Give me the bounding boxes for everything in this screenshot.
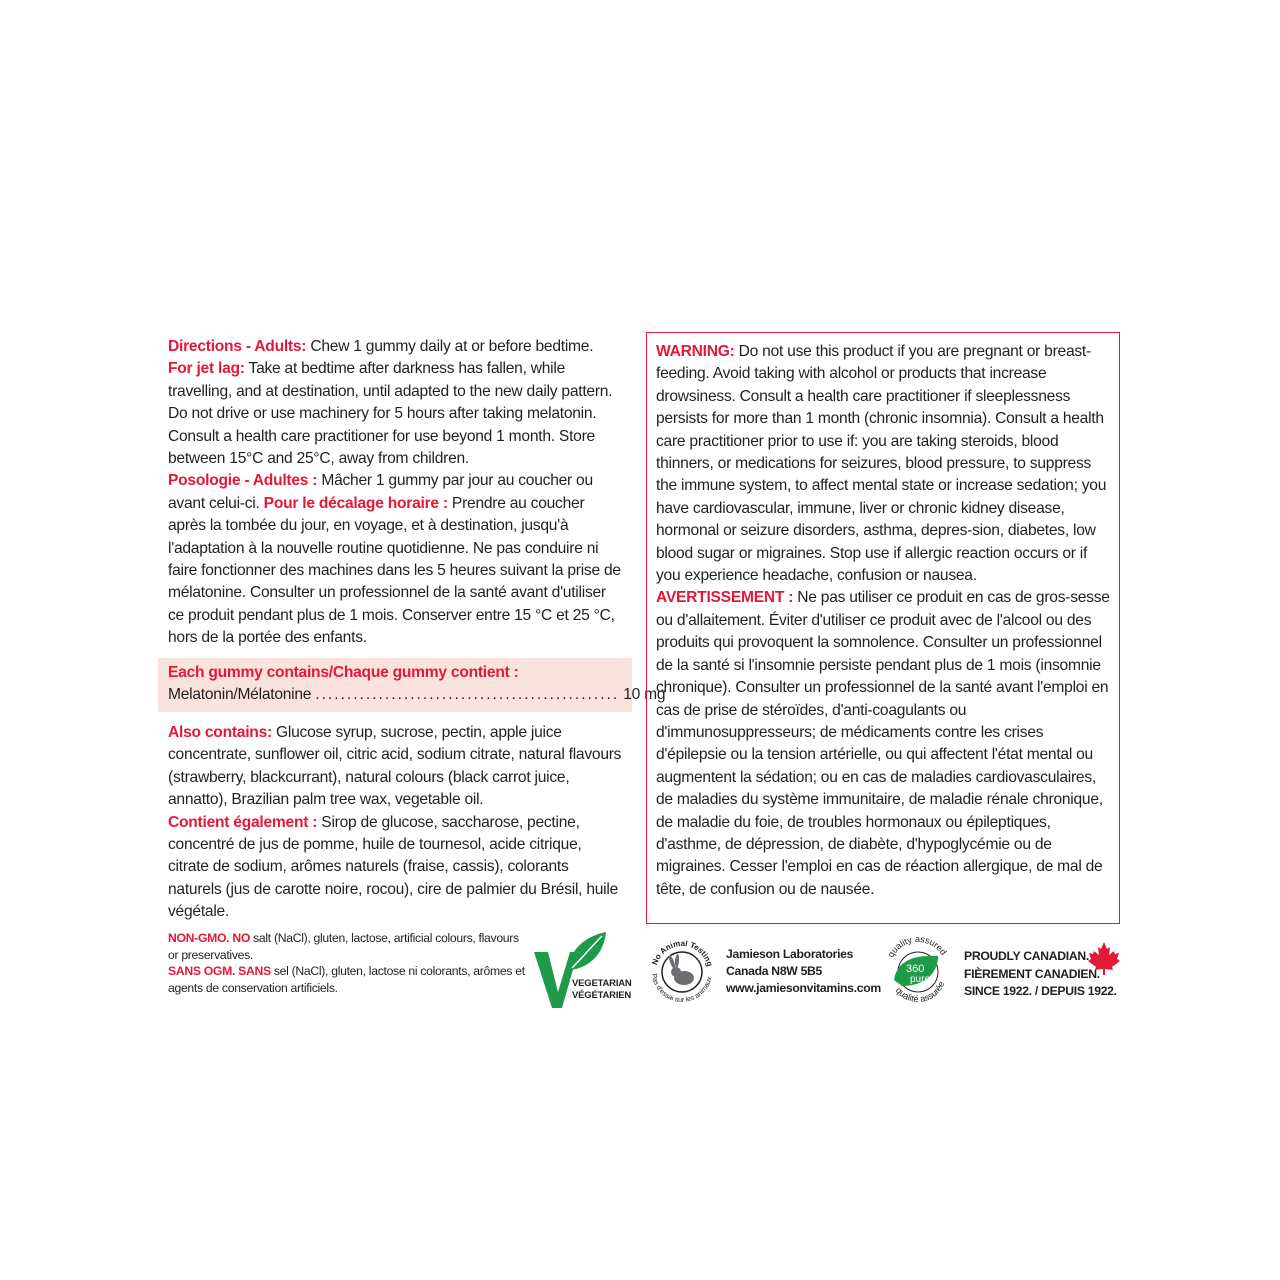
non-gmo-fr-text: sel (NaCl), gluten, lactose ni colorants, arômes et agents de conservation artificiels. [168, 964, 525, 995]
warning-box [646, 332, 1120, 924]
rabbit-icon [668, 954, 694, 985]
quality-en: quality assured [885, 933, 949, 960]
jet-lag-text: Take at bedtime after darkness has fallen, while travelling, and at destination, until adapted to the new daily pattern. Do not drive or use machinery for 5 hours after taking melatonin. Consult a health care practitioner for use beyond 1 month. Store between 15°C and 25°C, away from children. [168, 360, 613, 468]
directions-fr-text: Mâcher 1 gummy par jour au coucher ou avant celui-ci. [168, 472, 593, 512]
canadian-since: SINCE 1922. / DEPUIS 1922. [964, 984, 1117, 998]
non-gmo-en-label: NON-GMO. NO [168, 931, 251, 945]
quality-number: 360 [906, 963, 925, 975]
no-animal-testing-seal [642, 932, 722, 1012]
quality-fr: qualité assurée [893, 979, 947, 1005]
also-contains-en-label: Also contains: [168, 724, 272, 741]
contains-heading: Each gummy contains/Chaque gummy contient : [168, 664, 519, 681]
vegetarian-badge [528, 930, 632, 1012]
warning-en-text: Do not use this product if you are pregnant or breast-feeding. Avoid taking with alcohol or products that increase drowsiness. Consult a health care practitioner if sleeplessness persists for more than 1 month (chronic insomnia). Consult a health care practitioner prior to use if: you are taking steroids, blood thinners, or medications for seizures, blood pressure, to suppress the immune system, to affect mental state or increase sedation; you have cardiovascular, immune, liver or chronic kidney disease, hormonal or seizure disorders, asthma, depres-sion, diabetes, low blood sugar or migraines. Stop use if allergic reaction occurs or if you experience headache, confusion or nausea. [656, 343, 1107, 585]
company-url: www.jamiesonvitamins.com [726, 981, 881, 995]
warning-en-label: WARNING: [656, 343, 735, 360]
non-gmo-fr-label: SANS OGM. SANS [168, 964, 271, 978]
non-medicinal-section [168, 722, 624, 924]
company-info [726, 946, 881, 997]
directions-fr-label: Posologie - Adultes : [168, 472, 318, 490]
svg-text:No Animal Testing [650, 939, 714, 968]
directions-section [168, 336, 624, 650]
also-contains-en [168, 722, 624, 812]
company-address: Canada N8W 5B5 [726, 964, 823, 978]
company-name: Jamieson Laboratories [726, 947, 854, 961]
non-gmo-fr [168, 963, 528, 996]
vegetarian-en: VEGETARIAN [572, 978, 632, 989]
warning-en [656, 341, 1114, 587]
warning-fr-label: AVERTISSEMENT : [656, 589, 794, 607]
jet-lag-fr-label: Pour le décalage horaire : [259, 494, 448, 512]
leader-dots: ................................................ [315, 686, 620, 703]
canadian-en: PROUDLY CANADIAN. [964, 949, 1089, 963]
ingredient-name: Melatonin/Mélatonine [168, 686, 312, 703]
jet-lag-label: For jet lag: [168, 360, 245, 378]
also-contains-fr-text: Sirop de glucose, saccharose, pectine, concentré de jus de pomme, huile de tournesol, acide citrique, citrate de sodium, arômes naturels (fraise, cassis), colorants naturels (jus de carotte noire, rocou), cire de palmier du Brésil, huile végétale. [168, 813, 619, 921]
directions-en [168, 336, 624, 470]
quality-word: pure [910, 974, 931, 985]
warning-fr [656, 587, 1114, 901]
no-animal-testing-en: No Animal Testing [650, 938, 715, 968]
jet-lag-fr-text: Prendre au coucher après la tombée du jour, en voyage, et à destination, jusqu'à l'adaptation à la nouvelle routine quotidienne. Ne pas conduire ni faire fonctionner des machines dans les 5 heures suivant la prise de mélatonine. Consulter un professionnel de la santé avant d'utiliser ce produit pendant plus de 1 mois. Conserver entre 15 °C et 25 °C, hors de la portée des enfants. [168, 494, 621, 647]
vegetarian-fr: VÉGÉTARIEN [572, 990, 632, 1001]
also-contains-en-text: Glucose syrup, sucrose, pectin, apple juice concentrate, sunflower oil, citric acid, sodium citrate, natural flavours (strawberry, blackcurrant), natural colours (black carrot juice, annatto), Brazilian palm tree wax, vegetable oil. [168, 724, 622, 809]
directions-en-label: Directions - Adults: [168, 338, 307, 355]
ingredient-row [168, 686, 666, 704]
non-gmo-en-text: salt (NaCl), gluten, lactose, artificial colours, flavours or preservatives. [168, 931, 519, 962]
warning-fr-text: Ne pas utiliser ce produit en cas de gros-sesse ou d'allaitement. Éviter d'utiliser ce produit avec de l'alcool ou des produits qui provoquent la somnolence. Consulter un professionnel de la santé si l'insomnie persiste pendant plus de 1 mois (insomnie chronique). Consulter un professionnel de la santé avant l'emploi en cas de prise de stéroïdes, d'anti-coagulants ou d'immunosuppresseurs; de médicaments contre les crises d'épilepsie ou la tension artérielle, ou qui affectent l'état mental ou augmentent la sédation; ou en cas de maladies cardiovasculaires, de maladies du système immunitaire, de maladie rénale chronique, de maladie du foie, de troubles hormonaux ou épileptiques, d'asthme, de dépression, de diabète, d'hypoglycémie ou de migraines. Cesser l'emploi en cas de réaction allergique, de mal de tête, de confusion ou de nausée. [656, 589, 1110, 898]
quality-assured-seal [876, 930, 960, 1014]
svg-text:quality assured [886, 934, 949, 959]
non-gmo-statement [168, 930, 528, 996]
directions-en-text: Chew 1 gummy daily at or before bedtime. [306, 338, 594, 355]
medicinal-ingredients-box [158, 658, 666, 712]
no-animal-testing-fr: Pas d'essai sur les animaux [649, 973, 714, 1005]
also-contains-fr-label: Contient également : [168, 813, 318, 831]
ingredient-amount: 10 mg [623, 686, 666, 703]
also-contains-fr [168, 812, 624, 924]
maple-leaf-icon [1086, 940, 1122, 976]
non-gmo-en [168, 930, 528, 963]
canadian-fr: FIÈREMENT CANADIEN. [964, 966, 1100, 981]
directions-fr [168, 470, 624, 649]
